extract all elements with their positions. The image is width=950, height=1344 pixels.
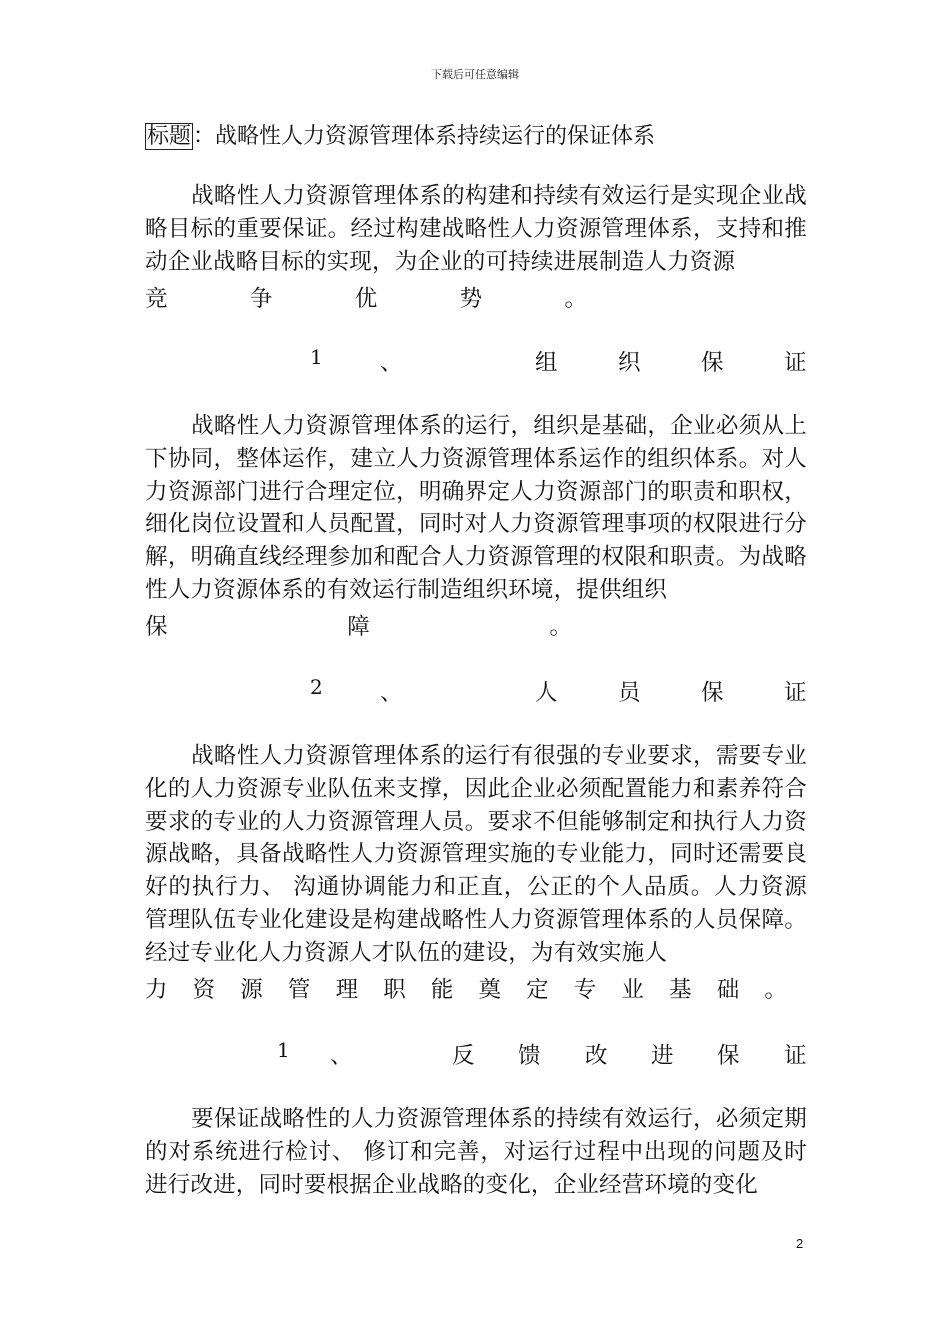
personnel-text: 战略性人力资源管理体系的运行有很强的专业要求，需要专业化的人力资源专业队伍来支撑，因此企业必须配置能力和素养符合要求的专业的人力资源管理人员。要求不但能够制定和执行人力资源战略，具备战略性人力资源管理实施的专业能力，同时还需要良好的执行力、 沟通协调能力和正直，公正的个人品质。人力资源管理队伍专业化建设是构建战略性人力资源管理体系的人员保障。经过专业化人力资源人才队伍的建设，为有效实施人 — [145, 743, 807, 966]
spread-char: 竞 — [145, 285, 168, 312]
spread-char: 奠 — [478, 976, 501, 1003]
heading-number: 1 — [310, 345, 323, 369]
heading-char: 证 — [784, 680, 807, 706]
heading-char: 保 — [717, 1043, 740, 1069]
spread-char: 保 — [145, 613, 168, 640]
heading-char: 人 — [535, 680, 558, 706]
spread-char: 管 — [287, 976, 311, 1003]
spread-char: 。 — [764, 976, 787, 1003]
spread-char: 理 — [335, 976, 359, 1003]
heading-char: 组 — [535, 350, 558, 376]
heading-char: 保 — [701, 680, 724, 706]
heading-char: 证 — [784, 1043, 807, 1069]
section-heading-feedback — [0, 1038, 807, 1071]
organization-paragraph — [145, 410, 807, 607]
heading-char: 织 — [618, 350, 641, 376]
heading-char: 进 — [651, 1043, 674, 1069]
document-title — [145, 123, 655, 151]
spread-char: 基 — [669, 976, 692, 1003]
personnel-paragraph — [145, 740, 807, 970]
title-label: 标题 — [147, 124, 192, 149]
heading-separator: 、 — [330, 1043, 353, 1069]
intro-last-line — [145, 280, 807, 313]
heading-char: 证 — [784, 350, 807, 376]
feedback-text: 要保证战略性的人力资源管理体系的持续有效运行，必须定期的对系统进行检讨、 修订和完善，对运行过程中出现的问题及时进行改进，同时要根据企业战略的变化，企业经营环境的变化 — [145, 1106, 807, 1198]
spread-char: 资 — [192, 976, 216, 1003]
section-heading-personnel — [0, 675, 807, 708]
spread-char: 。 — [549, 613, 572, 640]
section-heading-organization — [0, 345, 807, 378]
spread-char: 力 — [145, 976, 168, 1003]
title-text: ：战略性人力资源管理体系持续运行的保证体系 — [193, 124, 656, 149]
page-number: 2 — [796, 1236, 804, 1251]
page-header: 下载后可任意编辑 — [431, 68, 519, 81]
intro-text: 战略性人力资源管理体系的构建和持续有效运行是实现企业战略目标的重要保证。经过构建战略性人力资源管理体系，支持和推动企业战略目标的实现，为企业的可持续进展制造人力资源 — [145, 183, 807, 275]
spread-char: 障 — [347, 613, 370, 640]
spread-char: 定 — [526, 976, 549, 1003]
spread-char: 。 — [564, 285, 587, 312]
feedback-paragraph — [145, 1103, 807, 1201]
spread-char: 争 — [249, 285, 273, 312]
heading-char: 员 — [618, 680, 641, 706]
spread-char: 能 — [430, 976, 454, 1003]
heading-separator: 、 — [380, 350, 403, 376]
spread-char: 专 — [573, 976, 597, 1003]
heading-char: 反 — [452, 1043, 475, 1069]
heading-char: 改 — [585, 1043, 608, 1069]
spread-char: 势 — [459, 285, 483, 312]
intro-paragraph — [145, 180, 807, 278]
heading-number: 2 — [310, 675, 323, 699]
organization-text: 战略性人力资源管理体系的运行，组织是基础，企业必须从上下协同，整体运作，建立人力资源管理体系运作的组织体系。对人力资源部门进行合理定位，明确界定人力资源部门的职责和职权，细化岗位设置和人员配置，同时对人力资源管理事项的权限进行分解，明确直线经理参加和配合人力资源管理的权限和职责。为战略性人力资源体系的有效运行制造组织环境，提供组织 — [145, 413, 807, 603]
spread-char: 优 — [354, 285, 378, 312]
heading-char: 馈 — [518, 1043, 541, 1069]
heading-separator: 、 — [380, 680, 403, 706]
spread-char: 源 — [240, 976, 263, 1003]
spread-char: 业 — [621, 976, 644, 1003]
heading-number: 1 — [277, 1038, 290, 1062]
organization-last-line — [145, 608, 807, 641]
spread-char: 础 — [716, 976, 740, 1003]
spread-char: 职 — [383, 976, 406, 1003]
heading-char: 保 — [701, 350, 724, 376]
personnel-last-line — [145, 971, 807, 1004]
